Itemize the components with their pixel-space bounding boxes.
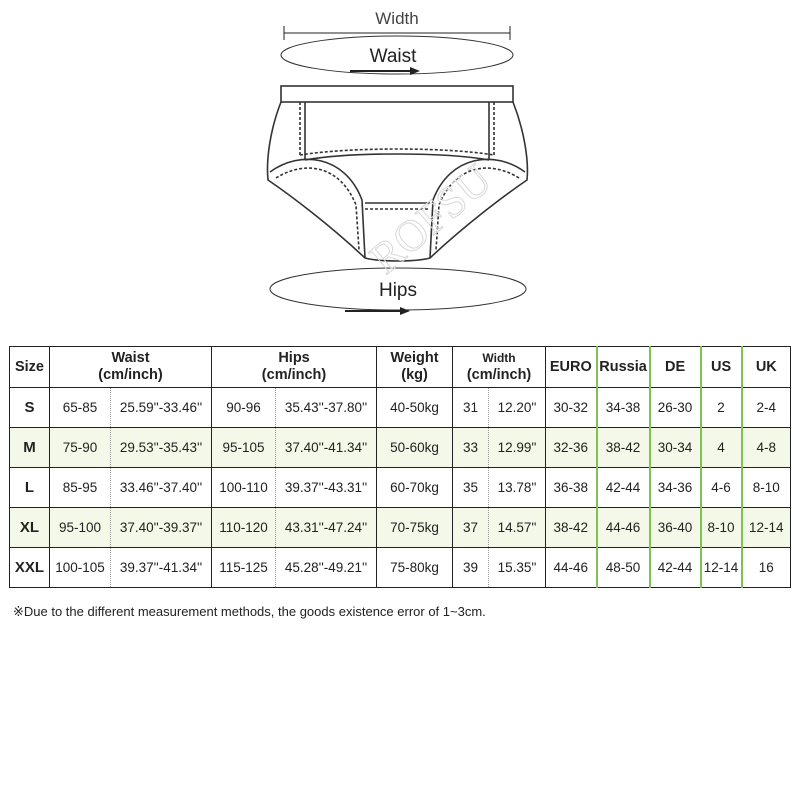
table-row xyxy=(10,428,791,468)
cell-de: 36-40 xyxy=(650,508,701,548)
cell-size: L xyxy=(10,468,50,508)
cell-us: 8-10 xyxy=(701,508,742,548)
cell-width-cm: 39 xyxy=(453,548,489,588)
cell-hips-in: 43.31''-47.24'' xyxy=(276,508,377,548)
cell-de: 34-36 xyxy=(650,468,701,508)
header-de: DE xyxy=(650,347,701,388)
cell-size: S xyxy=(10,388,50,428)
cell-uk: 12-14 xyxy=(742,508,791,548)
header-size: Size xyxy=(10,347,50,388)
cell-hips-in: 35.43''-37.80'' xyxy=(276,388,377,428)
cell-de: 30-34 xyxy=(650,428,701,468)
cell-us: 12-14 xyxy=(701,548,742,588)
cell-weight: 40-50kg xyxy=(377,388,453,428)
cell-uk: 16 xyxy=(742,548,791,588)
cell-hips-cm: 95-105 xyxy=(212,428,276,468)
header-waist xyxy=(50,347,212,388)
cell-euro: 38-42 xyxy=(546,508,597,548)
width-measure-line xyxy=(284,26,510,40)
header-weight-unit: (kg) xyxy=(401,367,428,383)
waist-label: Waist xyxy=(369,46,417,67)
header-hips-unit: (cm/inch) xyxy=(261,367,327,383)
cell-russia: 34-38 xyxy=(597,388,650,428)
measurement-note: ※Due to the different measurement methods, the goods existence error of 1~3cm. xyxy=(13,604,486,619)
header-waist-unit: (cm/inch) xyxy=(98,367,163,383)
cell-width-in: 12.20'' xyxy=(489,388,546,428)
header-weight xyxy=(377,347,453,388)
cell-hips-in: 39.37''-43.31'' xyxy=(276,468,377,508)
header-us: US xyxy=(701,347,742,388)
table-row xyxy=(10,388,791,428)
garment-measurement-diagram xyxy=(0,0,800,330)
cell-uk: 4-8 xyxy=(742,428,791,468)
table-row xyxy=(10,468,791,508)
cell-waist-cm: 85-95 xyxy=(50,468,111,508)
cell-weight: 70-75kg xyxy=(377,508,453,548)
header-width-unit: (cm/inch) xyxy=(466,367,532,383)
cell-euro: 36-38 xyxy=(546,468,597,508)
cell-hips-in: 37.40''-41.34'' xyxy=(276,428,377,468)
header-width-label: Width xyxy=(482,351,516,365)
cell-us: 4 xyxy=(701,428,742,468)
cell-us: 2 xyxy=(701,388,742,428)
header-russia: Russia xyxy=(597,347,650,388)
cell-hips-cm: 115-125 xyxy=(212,548,276,588)
cell-size: M xyxy=(10,428,50,468)
cell-waist-in: 33.46''-37.40'' xyxy=(111,468,212,508)
cell-width-in: 12.99'' xyxy=(489,428,546,468)
cell-uk: 8-10 xyxy=(742,468,791,508)
cell-size: XL xyxy=(10,508,50,548)
cell-width-in: 13.78'' xyxy=(489,468,546,508)
cell-russia: 48-50 xyxy=(597,548,650,588)
cell-waist-cm: 75-90 xyxy=(50,428,111,468)
cell-russia: 38-42 xyxy=(597,428,650,468)
hips-arrowhead xyxy=(400,307,410,315)
table-header-row xyxy=(10,347,791,388)
cell-waist-in: 39.37''-41.34'' xyxy=(111,548,212,588)
cell-uk: 2-4 xyxy=(742,388,791,428)
cell-hips-cm: 100-110 xyxy=(212,468,276,508)
cell-waist-cm: 65-85 xyxy=(50,388,111,428)
header-hips xyxy=(212,347,377,388)
cell-size: XXL xyxy=(10,548,50,588)
cell-us: 4-6 xyxy=(701,468,742,508)
cell-de: 26-30 xyxy=(650,388,701,428)
table-row xyxy=(10,548,791,588)
cell-hips-in: 45.28''-49.21'' xyxy=(276,548,377,588)
cell-weight: 60-70kg xyxy=(377,468,453,508)
cell-russia: 42-44 xyxy=(597,468,650,508)
cell-russia: 44-46 xyxy=(597,508,650,548)
header-weight-label: Weight xyxy=(390,350,439,366)
cell-euro: 32-36 xyxy=(546,428,597,468)
size-chart-table xyxy=(9,346,791,588)
header-uk: UK xyxy=(742,347,791,388)
width-label: Width xyxy=(375,9,419,28)
cell-waist-in: 37.40''-39.37'' xyxy=(111,508,212,548)
header-euro: EURO xyxy=(546,347,597,388)
cell-waist-cm: 95-100 xyxy=(50,508,111,548)
cell-waist-cm: 100-105 xyxy=(50,548,111,588)
cell-width-in: 15.35'' xyxy=(489,548,546,588)
cell-hips-cm: 90-96 xyxy=(212,388,276,428)
cell-width-in: 14.57'' xyxy=(489,508,546,548)
cell-width-cm: 37 xyxy=(453,508,489,548)
hips-label: Hips xyxy=(378,280,418,301)
cell-euro: 44-46 xyxy=(546,548,597,588)
table-row xyxy=(10,508,791,548)
header-width xyxy=(453,347,546,388)
cell-euro: 30-32 xyxy=(546,388,597,428)
cell-waist-in: 29.53''-35.43'' xyxy=(111,428,212,468)
header-hips-label: Hips xyxy=(278,350,310,366)
cell-hips-cm: 110-120 xyxy=(212,508,276,548)
cell-width-cm: 31 xyxy=(453,388,489,428)
cell-width-cm: 33 xyxy=(453,428,489,468)
cell-waist-in: 25.59''-33.46'' xyxy=(111,388,212,428)
header-waist-label: Waist xyxy=(111,350,150,366)
cell-de: 42-44 xyxy=(650,548,701,588)
cell-width-cm: 35 xyxy=(453,468,489,508)
cell-weight: 50-60kg xyxy=(377,428,453,468)
cell-weight: 75-80kg xyxy=(377,548,453,588)
watermark: ROFSU xyxy=(360,154,501,284)
